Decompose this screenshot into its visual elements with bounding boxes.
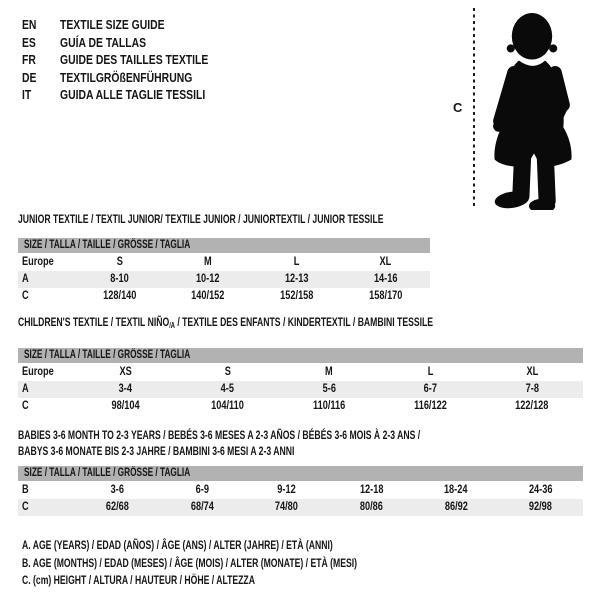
- table-cell: [177, 364, 279, 381]
- cell-text: 6-7: [423, 383, 438, 395]
- table-cell: [278, 398, 380, 415]
- measure-legend: [22, 537, 487, 590]
- table-row: [18, 254, 430, 271]
- table-cell: [177, 398, 279, 415]
- cell-text: 24-36: [528, 484, 553, 496]
- cell-text: 9-12: [277, 484, 296, 496]
- table-cell: [75, 381, 177, 398]
- table-rows: [18, 254, 430, 305]
- title-run: BABIES 3-6 MONTH TO 2-3 YEARS / BEBÉS 3-6 MESES A 2-3 AÑOS / BÉBÉS 3-6 MOIS À 2-3 ANS /: [18, 428, 421, 442]
- table-row: [18, 482, 583, 499]
- table-cell: [75, 398, 177, 415]
- subscript-text: /A: [169, 321, 175, 330]
- table-cell: [380, 398, 482, 415]
- toddler-silhouette-icon: [483, 8, 583, 210]
- section-title: [18, 443, 583, 459]
- cell-text: S: [116, 256, 123, 268]
- cell-text: 6-9: [195, 484, 209, 496]
- row-label-text: C: [22, 400, 29, 412]
- table-cell: [160, 499, 245, 516]
- legend-line: [22, 537, 487, 555]
- section-title-text: [18, 427, 420, 443]
- table-cell: [481, 364, 583, 381]
- height-dotted-line: [473, 8, 475, 208]
- cell-text: 14-16: [373, 273, 398, 285]
- language-title: GUÍA DE TALLAS: [60, 34, 147, 50]
- table-row: [18, 381, 583, 398]
- size-table: [18, 238, 430, 305]
- section-title-text: [18, 443, 294, 459]
- row-label: [18, 499, 75, 516]
- language-title: TEXTILGRÖßENFÜHRUNG: [60, 69, 193, 85]
- table-cell: [380, 381, 482, 398]
- table-cell: [253, 288, 342, 305]
- cell-text: L: [294, 256, 300, 268]
- row-label: [18, 398, 75, 415]
- table-cell: [278, 364, 380, 381]
- cell-text: 140/152: [191, 290, 225, 302]
- table-cell: [341, 254, 430, 271]
- legend-text: C. (cm) HEIGHT / ALTURA / HAUTEUR / HÖHE / ALTEZZA: [22, 573, 255, 587]
- section-title: [18, 316, 583, 332]
- cell-text: 74/80: [275, 501, 299, 513]
- cell-text: 104/110: [211, 400, 244, 412]
- title-run: / TEXTILE DES ENFANTS / KINDERTEXTIL / BAMBINI TESSILE: [174, 315, 434, 329]
- table-cell: [278, 381, 380, 398]
- table-cell: [498, 499, 583, 516]
- language-title-list: [22, 16, 245, 104]
- table-cell: [329, 482, 414, 499]
- cell-text: 7-8: [525, 383, 539, 395]
- title-run: JUNIOR TEXTILE / TEXTIL JUNIOR/ TEXTILE JUNIOR / JUNIORTEXTIL / JUNIOR TESSILE: [18, 212, 384, 226]
- cell-text: M: [204, 256, 212, 268]
- table-row: [18, 288, 430, 305]
- size-figure: [447, 6, 597, 210]
- row-label-text: C: [22, 290, 29, 302]
- table-row: [18, 398, 583, 415]
- legend-line: [22, 572, 487, 590]
- section-childrens-textile: [18, 316, 583, 415]
- table-cell: [75, 254, 164, 271]
- section-title: [18, 427, 583, 443]
- table-cell: [481, 398, 583, 415]
- row-label: [18, 364, 75, 381]
- cell-text: 5-6: [322, 383, 336, 395]
- cell-text: XL: [379, 256, 392, 268]
- table-cell: [253, 271, 342, 288]
- size-header-bar: [18, 466, 583, 481]
- row-label: [18, 381, 75, 398]
- row-label-text: A: [22, 383, 29, 395]
- section-junior-textile: [18, 213, 430, 305]
- table-row: [18, 364, 583, 381]
- table-cell: [414, 482, 499, 499]
- table-cell: [481, 381, 583, 398]
- size-table: [18, 348, 583, 415]
- cell-text: 86/92: [444, 501, 468, 513]
- language-title: GUIDE DES TAILLES TEXTILE: [60, 52, 209, 67]
- language-row: [22, 51, 245, 69]
- language-code: EN: [22, 17, 37, 32]
- section-title: [18, 213, 430, 226]
- language-row: [22, 69, 245, 87]
- table-cell: [164, 254, 253, 271]
- section-title-text: [18, 316, 433, 332]
- language-row: [22, 16, 245, 34]
- legend-line: [22, 555, 487, 573]
- section-title-text: [18, 213, 383, 226]
- row-label-text: C: [22, 501, 29, 513]
- table-cell: [75, 364, 177, 381]
- cell-text: 110/116: [312, 400, 346, 412]
- size-header-bar: [18, 348, 583, 363]
- legend-text: A. AGE (YEARS) / EDAD (AÑOS) / ÂGE (ANS) / ALTER (JAHRE) / ETÀ (ANNI): [22, 538, 333, 552]
- language-row: [22, 34, 245, 52]
- language-title: GUIDA ALLE TAGLIE TESSILI: [60, 87, 206, 102]
- table-cell: [75, 499, 160, 516]
- language-code: FR: [22, 52, 36, 67]
- cell-text: L: [427, 366, 434, 378]
- cell-text: 152/158: [280, 290, 314, 302]
- title-run: CHILDREN'S TEXTILE / TEXTIL NIÑO: [18, 315, 170, 329]
- size-header-bar: [18, 238, 430, 253]
- size-header-text: SIZE / TALLA / TAILLE / GRÖSSE / TAGLIA: [24, 239, 191, 251]
- row-label: [18, 288, 75, 305]
- table-row: [18, 271, 430, 288]
- cell-text: XS: [119, 366, 132, 378]
- cell-text: 92/98: [529, 501, 553, 513]
- row-label: [18, 271, 75, 288]
- table-cell: [75, 271, 164, 288]
- cell-text: 12-13: [285, 273, 309, 285]
- size-table: [18, 466, 583, 516]
- table-cell: [253, 254, 342, 271]
- row-label-text: Europe: [22, 256, 54, 268]
- table-row: [18, 499, 583, 516]
- row-label-text: A: [22, 273, 29, 285]
- table-cell: [75, 288, 164, 305]
- cell-text: XL: [526, 366, 539, 378]
- row-label-text: B: [22, 484, 29, 496]
- cell-text: 122/128: [515, 400, 549, 412]
- cell-text: 3-4: [119, 383, 133, 395]
- table-rows: [18, 364, 583, 415]
- table-cell: [498, 482, 583, 499]
- cell-text: 4-5: [220, 383, 235, 395]
- row-label: [18, 482, 75, 499]
- cell-text: 8-10: [110, 273, 129, 285]
- cell-text: 10-12: [196, 273, 220, 285]
- cell-text: M: [325, 366, 333, 378]
- table-cell: [329, 499, 414, 516]
- cell-text: 12-18: [359, 484, 384, 496]
- cell-text: 128/140: [102, 290, 136, 302]
- cell-text: 3-6: [110, 484, 124, 496]
- table-cell: [75, 482, 160, 499]
- cell-text: 98/104: [111, 400, 140, 412]
- size-header-text: SIZE / TALLA / TAILLE / GRÖSSE / TAGLIA: [24, 467, 191, 479]
- title-run: BABYS 3-6 MONATE BIS 2-3 JAHRE / BAMBINI 3-6 MESI A 2-3 ANNI: [18, 444, 295, 458]
- row-label-text: Europe: [22, 366, 54, 378]
- table-cell: [380, 364, 482, 381]
- size-header-text: SIZE / TALLA / TAILLE / GRÖSSE / TAGLIA: [24, 349, 191, 361]
- table-cell: [414, 499, 499, 516]
- cell-text: 80/86: [359, 501, 383, 513]
- table-cell: [164, 271, 253, 288]
- language-row: [22, 86, 245, 104]
- table-rows: [18, 482, 583, 516]
- table-cell: [244, 482, 329, 499]
- table-cell: [341, 288, 430, 305]
- language-code: DE: [22, 69, 37, 85]
- height-measure-label: C: [453, 100, 463, 115]
- table-cell: [164, 288, 253, 305]
- language-title: TEXTILE SIZE GUIDE: [60, 17, 165, 32]
- cell-text: S: [224, 366, 231, 378]
- cell-text: 116/122: [414, 400, 447, 412]
- table-cell: [341, 271, 430, 288]
- language-code: ES: [22, 34, 36, 50]
- table-cell: [244, 499, 329, 516]
- legend-text: B. AGE (MONTHS) / EDAD (MESES) / ÂGE (MOIS) / ALTER (MONATE) / ETÀ (MESI): [22, 555, 358, 570]
- cell-text: 68/74: [190, 501, 214, 513]
- row-label: [18, 254, 75, 271]
- table-cell: [160, 482, 245, 499]
- cell-text: 62/68: [105, 501, 129, 513]
- table-cell: [177, 381, 279, 398]
- cell-text: 158/170: [368, 290, 403, 302]
- cell-text: 18-24: [444, 484, 468, 496]
- language-code: IT: [22, 87, 32, 102]
- section-babies-textile: [18, 427, 583, 516]
